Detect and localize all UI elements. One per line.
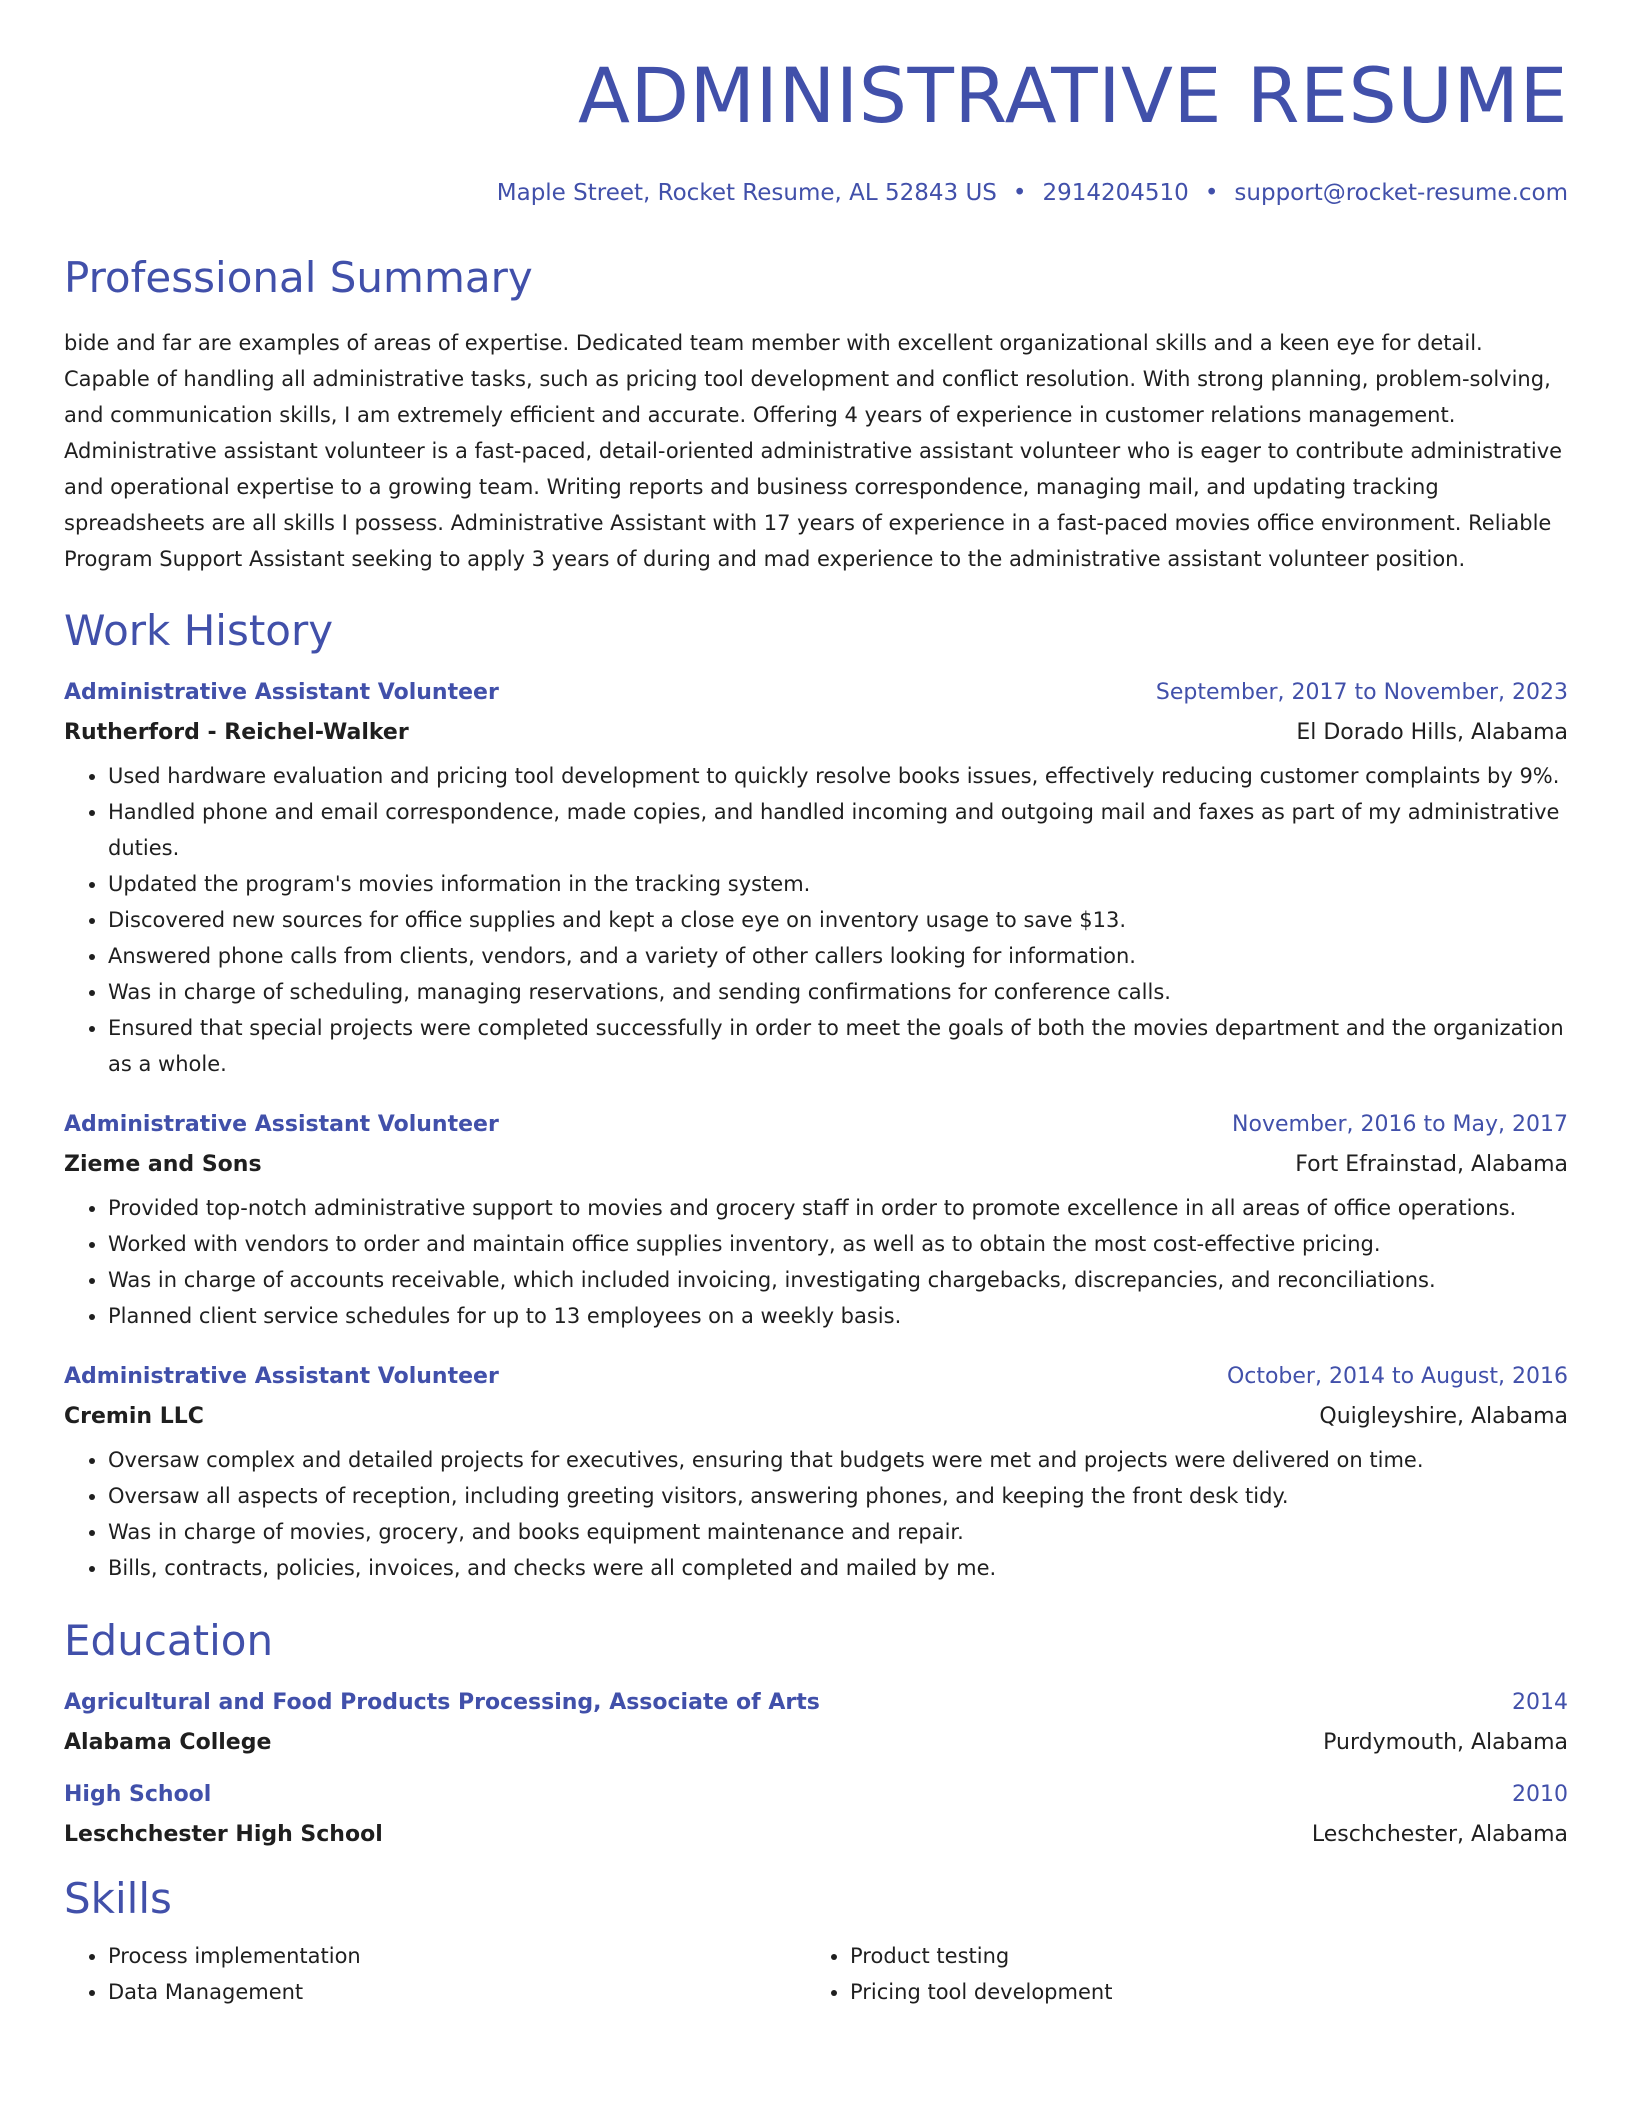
- education-header-row: [64, 1692, 1568, 1714]
- job-header-row: [64, 682, 1568, 704]
- skill-item: • Product testing: [850, 1938, 1548, 1974]
- education-school: Leschchester High School: [64, 1822, 383, 1847]
- job-bullet: • Used hardware evaluation and pricing tool development to quickly resolve books issues, effectively reducing customer complaints by 9%.: [108, 758, 1568, 794]
- job-dates: November, 2016 to May, 2017: [1232, 1112, 1568, 1137]
- job-bullet: • Was in charge of movies, grocery, and books equipment maintenance and repair.: [108, 1514, 1568, 1550]
- work-history-heading: Work History: [64, 606, 334, 655]
- job-bullet: • Provided top-notch administrative support to movies and grocery staff in order to promote excellence in all areas of office operations.: [108, 1190, 1568, 1226]
- skill-item: • Data Management: [108, 1974, 806, 2010]
- education-heading: Education: [64, 1616, 274, 1665]
- job-company-row: [64, 1406, 1568, 1428]
- job-dates: September, 2017 to November, 2023: [1155, 680, 1568, 705]
- education-degree: High School: [64, 1782, 212, 1807]
- job-entry: [64, 682, 1568, 1082]
- job-company: Rutherford - Reichel-Walker: [64, 720, 409, 745]
- education-location: Purdymouth, Alabama: [1323, 1730, 1568, 1755]
- job-bullet: • Planned client service schedules for up to 13 employees on a weekly basis.: [108, 1298, 1568, 1334]
- contact-separator: •: [1012, 180, 1027, 206]
- job-bullet: • Updated the program's movies information in the tracking system.: [108, 866, 1568, 902]
- summary-text: bide and far are examples of areas of expertise. Dedicated team member with excellent organizational skills and a keen eye for detail. Capable of handling all administrative tasks, such as pricing tool development and conflict resolution. With strong planning, problem-solving, and communication skills, I am extremely efficient and accurate. Offering 4 years of experience in customer relations management. Administrative assistant volunteer is a fast-paced, detail-oriented administrative assistant volunteer who is eager to contribute administrative and operational expertise to a growing team. Writing reports and business correspondence, managing mail, and updating tracking spreadsheets are all skills I possess. Administrative Assistant with 17 years of experience in a fast-paced movies office environment. Reliable Program Support Assistant seeking to apply 3 years of during and mad experience to the administrative assistant volunteer position.: [64, 331, 1563, 571]
- job-bullet: • Bills, contracts, policies, invoices, and checks were all completed and mailed by me.: [108, 1550, 1568, 1586]
- job-location: El Dorado Hills, Alabama: [1296, 720, 1568, 745]
- job-bullet: • Was in charge of accounts receivable, which included invoicing, investigating chargebacks, discrepancies, and reconciliations.: [108, 1262, 1568, 1298]
- education-header-row: [64, 1784, 1568, 1806]
- job-company: Zieme and Sons: [64, 1152, 262, 1177]
- job-bullet: • Ensured that special projects were completed successfully in order to meet the goals of both the movies department and the organization as a whole.: [108, 1010, 1568, 1082]
- job-title: Administrative Assistant Volunteer: [64, 1364, 499, 1389]
- job-header-row: [64, 1366, 1568, 1388]
- skill-item: • Process implementation: [108, 1938, 806, 1974]
- job-title: Administrative Assistant Volunteer: [64, 1112, 499, 1137]
- job-header-row: [64, 1114, 1568, 1136]
- education-degree: Agricultural and Food Products Processing, Associate of Arts: [64, 1690, 820, 1715]
- resume-title: ADMINISTRATIVE RESUME: [577, 51, 1568, 140]
- job-bullet: • Handled phone and email correspondence, made copies, and handled incoming and outgoing mail and faxes as part of my administrative duties.: [108, 794, 1568, 866]
- job-dates: October, 2014 to August, 2016: [1226, 1364, 1568, 1389]
- education-year: 2014: [1512, 1690, 1568, 1715]
- job-bullet: • Oversaw all aspects of reception, including greeting visitors, answering phones, and keeping the front desk tidy.: [108, 1478, 1568, 1514]
- skills-list-right: [806, 1938, 1548, 2010]
- job-company-row: [64, 722, 1568, 744]
- education-location: Leschchester, Alabama: [1311, 1822, 1568, 1847]
- job-bullet: • Worked with vendors to order and maintain office supplies inventory, as well as to obtain the most cost-effective pricing.: [108, 1226, 1568, 1262]
- skills-heading: Skills: [64, 1874, 172, 1923]
- contact-line: [64, 182, 1568, 205]
- education-school-row: [64, 1824, 1568, 1846]
- job-bullet-list: [64, 1190, 1568, 1334]
- education-entry: [64, 1692, 1568, 1754]
- job-location: Quigleyshire, Alabama: [1319, 1404, 1568, 1429]
- skills-grid: [64, 1938, 1568, 2010]
- job-bullet: • Was in charge of scheduling, managing reservations, and sending confirmations for conference calls.: [108, 974, 1568, 1010]
- job-bullet: • Answered phone calls from clients, vendors, and a variety of other callers looking for information.: [108, 938, 1568, 974]
- education-year: 2010: [1512, 1782, 1568, 1807]
- skill-item: • Pricing tool development: [850, 1974, 1548, 2010]
- job-company-row: [64, 1154, 1568, 1176]
- job-title: Administrative Assistant Volunteer: [64, 680, 499, 705]
- job-bullet-list: [64, 1442, 1568, 1586]
- job-entry: [64, 1114, 1568, 1334]
- education-school: Alabama College: [64, 1730, 272, 1755]
- contact-email[interactable]: support@rocket-resume.com: [1234, 180, 1568, 206]
- job-bullet: • Oversaw complex and detailed projects for executives, ensuring that budgets were met and projects were delivered on time.: [108, 1442, 1568, 1478]
- contact-phone: 2914204510: [1042, 180, 1189, 206]
- job-location: Fort Efrainstad, Alabama: [1295, 1152, 1568, 1177]
- summary-heading: Professional Summary: [64, 253, 533, 302]
- skills-list-left: [64, 1938, 806, 2010]
- job-company: Cremin LLC: [64, 1404, 204, 1429]
- job-entry: [64, 1366, 1568, 1586]
- education-school-row: [64, 1732, 1568, 1754]
- contact-separator: •: [1204, 180, 1219, 206]
- job-bullet: • Discovered new sources for office supplies and kept a close eye on inventory usage to save $13.: [108, 902, 1568, 938]
- job-bullet-list: [64, 758, 1568, 1082]
- contact-address: Maple Street, Rocket Resume, AL 52843 US: [496, 180, 997, 206]
- education-entry: [64, 1784, 1568, 1846]
